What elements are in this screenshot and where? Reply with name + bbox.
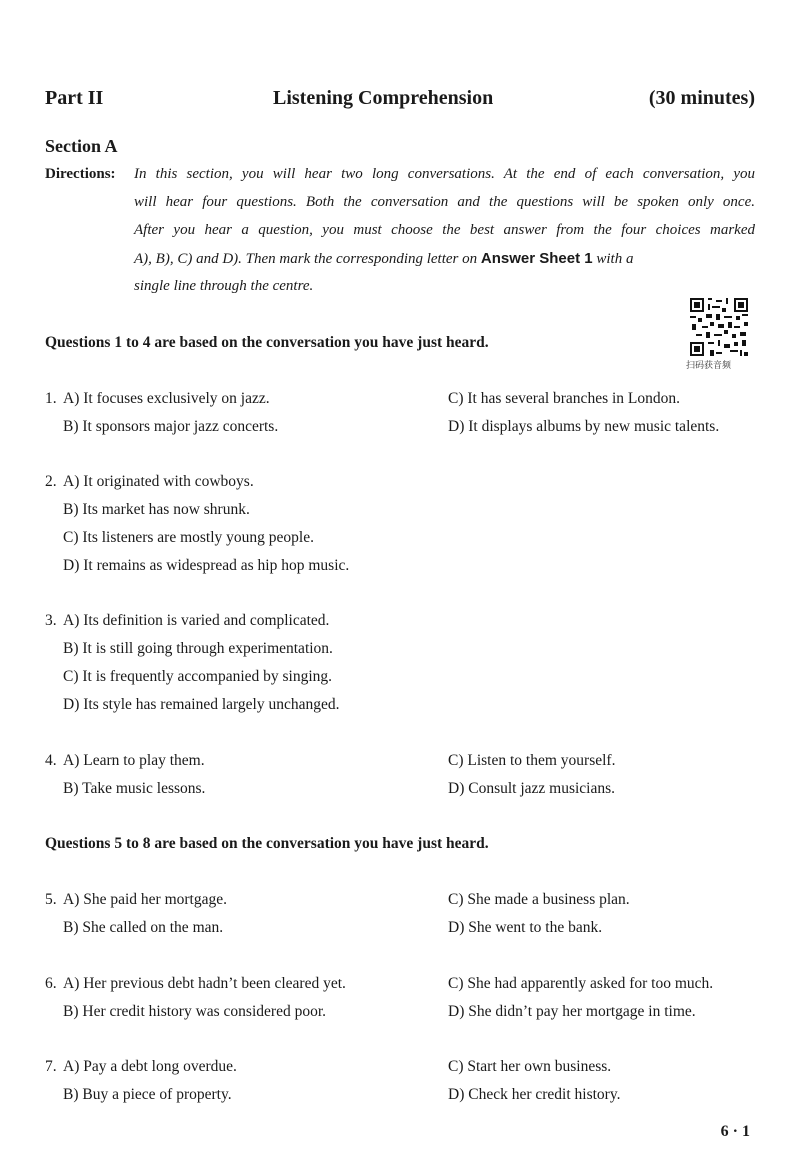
directions-line-3: After you hear a question, you must choose the best answer from the four choices marked bbox=[134, 222, 755, 238]
part-label: Part II bbox=[45, 87, 104, 109]
qr-code-icon[interactable] bbox=[690, 298, 748, 356]
q4-option-b[interactable]: B) Take music lessons. bbox=[63, 780, 206, 797]
q4-option-c[interactable]: C) Listen to them yourself. bbox=[448, 752, 616, 769]
q1-option-d[interactable]: D) It displays albums by new music talents. bbox=[448, 418, 720, 435]
q6-option-a[interactable]: A) Her previous debt hadn’t been cleared yet. bbox=[63, 975, 346, 992]
q1-option-b[interactable]: B) It sponsors major jazz concerts. bbox=[63, 418, 279, 435]
qr-caption: 扫码获音频 bbox=[686, 361, 732, 371]
q3-option-d[interactable]: D) Its style has remained largely unchanged. bbox=[63, 696, 340, 713]
directions-line-4-end: with a bbox=[596, 251, 634, 267]
question-number: 3. bbox=[45, 612, 57, 629]
part-time: (30 minutes) bbox=[648, 87, 755, 109]
answer-sheet-ref: Answer Sheet 1 bbox=[480, 250, 593, 267]
section-title: Section A bbox=[45, 136, 118, 156]
question-number: 2. bbox=[45, 473, 57, 490]
question-number: 6. bbox=[45, 975, 57, 992]
directions-line-2: will hear four questions. Both the conversation and the questions will be spoken only once. bbox=[134, 194, 755, 210]
directions-line-4 bbox=[134, 250, 755, 268]
q4-option-d[interactable]: D) Consult jazz musicians. bbox=[448, 780, 616, 797]
question-number: 5. bbox=[45, 891, 57, 908]
question-number: 1. bbox=[45, 390, 57, 407]
directions-line-5: single line through the centre. bbox=[134, 278, 314, 294]
directions-label-text: Directions bbox=[45, 166, 111, 182]
q7-option-d[interactable]: D) Check her credit history. bbox=[448, 1086, 621, 1103]
q2-option-d[interactable]: D) It remains as widespread as hip hop music. bbox=[63, 557, 350, 574]
q7-option-b[interactable]: B) Buy a piece of property. bbox=[63, 1086, 232, 1103]
q6-option-d[interactable]: D) She didn’t pay her mortgage in time. bbox=[448, 1003, 696, 1020]
q7-option-c[interactable]: C) Start her own business. bbox=[448, 1058, 612, 1075]
q4-option-a[interactable]: A) Learn to play them. bbox=[63, 752, 205, 769]
q3-option-c[interactable]: C) It is frequently accompanied by singing. bbox=[63, 668, 333, 685]
q6-option-c[interactable]: C) She had apparently asked for too much. bbox=[448, 975, 714, 992]
q5-option-b[interactable]: B) She called on the man. bbox=[63, 919, 224, 936]
question-number: 7. bbox=[45, 1058, 57, 1075]
q1-option-c[interactable]: C) It has several branches in London. bbox=[448, 390, 681, 407]
q5-option-a[interactable]: A) She paid her mortgage. bbox=[63, 891, 227, 908]
q3-option-a[interactable]: A) Its definition is varied and complicated. bbox=[63, 612, 330, 629]
q3-option-b[interactable]: B) It is still going through experimentation. bbox=[63, 640, 333, 657]
q1-option-a[interactable]: A) It focuses exclusively on jazz. bbox=[63, 390, 270, 407]
q2-option-a[interactable]: A) It originated with cowboys. bbox=[63, 473, 254, 490]
directions-label: Directions: bbox=[45, 166, 116, 182]
q2-option-b[interactable]: B) Its market has now shrunk. bbox=[63, 501, 250, 518]
directions-line-4-text: A), B), C) and D). Then mark the corresponding letter on bbox=[134, 251, 478, 267]
q7-option-a[interactable]: A) Pay a debt long overdue. bbox=[63, 1058, 237, 1075]
directions-line-1: In this section, you will hear two long conversations. At the end of each conversation, you bbox=[134, 166, 755, 182]
q6-option-b[interactable]: B) Her credit history was considered poor. bbox=[63, 1003, 327, 1020]
part-title: Listening Comprehension bbox=[273, 87, 494, 109]
group-title-1: Questions 1 to 4 are based on the conversation you have just heard. bbox=[45, 334, 489, 351]
q5-option-d[interactable]: D) She went to the bank. bbox=[448, 919, 603, 936]
q2-option-c[interactable]: C) Its listeners are mostly young people. bbox=[63, 529, 314, 546]
question-number: 4. bbox=[45, 752, 57, 769]
page-number: 6 · 1 bbox=[720, 1123, 750, 1140]
group-title-2: Questions 5 to 8 are based on the conversation you have just heard. bbox=[45, 835, 489, 852]
q5-option-c[interactable]: C) She made a business plan. bbox=[448, 891, 630, 908]
